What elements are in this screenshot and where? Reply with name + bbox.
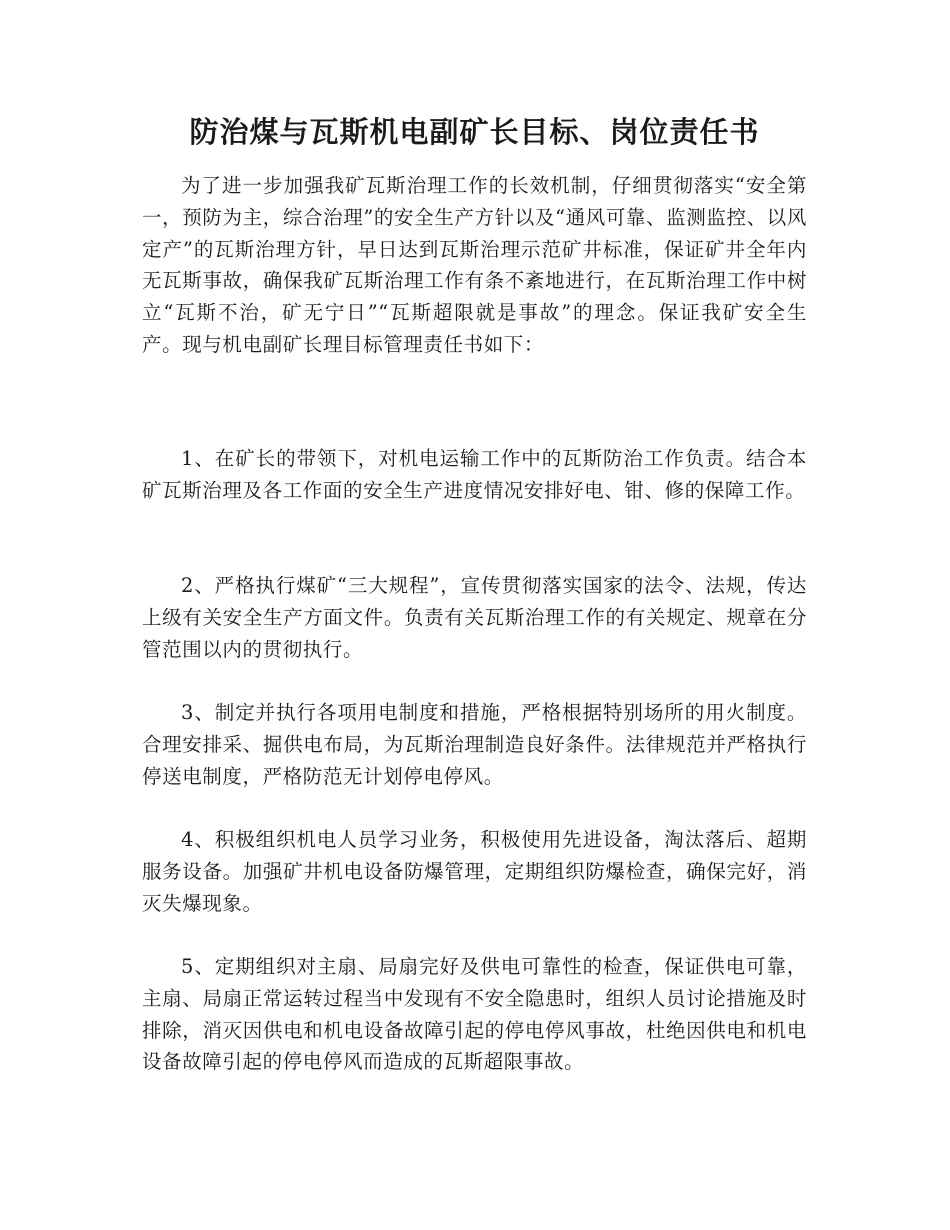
responsibility-item-2: 2、严格执行煤矿“三大规程”，宣传贯彻落实国家的法令、法规，传达上级有关安全生产方面文件。负责有关瓦斯治理工作的有关规定、规章在分管范围以内的贯彻执行。 — [142, 574, 807, 661]
responsibility-item-4: 4、积极组织机电人员学习业务，积极使用先进设备，淘汰落后、超期服务设备。加强矿井机电设备防爆管理，定期组织防爆检查，确保完好，消灭失爆现象。 — [142, 828, 807, 915]
responsibility-item-3: 3、制定并执行各项用电制度和措施，严格根据特别场所的用火制度。合理安排采、掘供电布局，为瓦斯治理制造良好条件。法律规范并严格执行停送电制度，严格防范无计划停电停风。 — [142, 701, 807, 788]
responsibility-item-5: 5、定期组织对主扇、局扇完好及供电可靠性的检查，保证供电可靠，主扇、局扇正常运转过程当中发现有不安全隐患时，组织人员讨论措施及时排除，消灭因供电和机电设备故障引起的停电停风事故，杜绝因供电和机电设备故障引起的停电停风而造成的瓦斯超限事故。 — [142, 955, 807, 1074]
responsibility-item-1: 1、在矿长的带领下，对机电运输工作中的瓦斯防治工作负责。结合本矿瓦斯治理及各工作面的安全生产进度情况安排好电、钳、修的保障工作。 — [142, 447, 807, 502]
intro-paragraph: 为了进一步加强我矿瓦斯治理工作的长效机制，仔细贯彻落实“安全第一，预防为主，综合治理”的安全生产方针以及“通风可靠、监测监控、以风定产”的瓦斯治理方针，早日达到瓦斯治理示范矿井标准，保证矿井全年内无瓦斯事故，确保我矿瓦斯治理工作有条不紊地进行，在瓦斯治理工作中树立“瓦斯不治，矿无宁日”“瓦斯超限就是事故”的理念。保证我矿安全生产。现与机电副矿长理目标管理责任书如下： — [142, 174, 807, 356]
document-title: 防治煤与瓦斯机电副矿长目标、岗位责任书 — [189, 115, 760, 149]
